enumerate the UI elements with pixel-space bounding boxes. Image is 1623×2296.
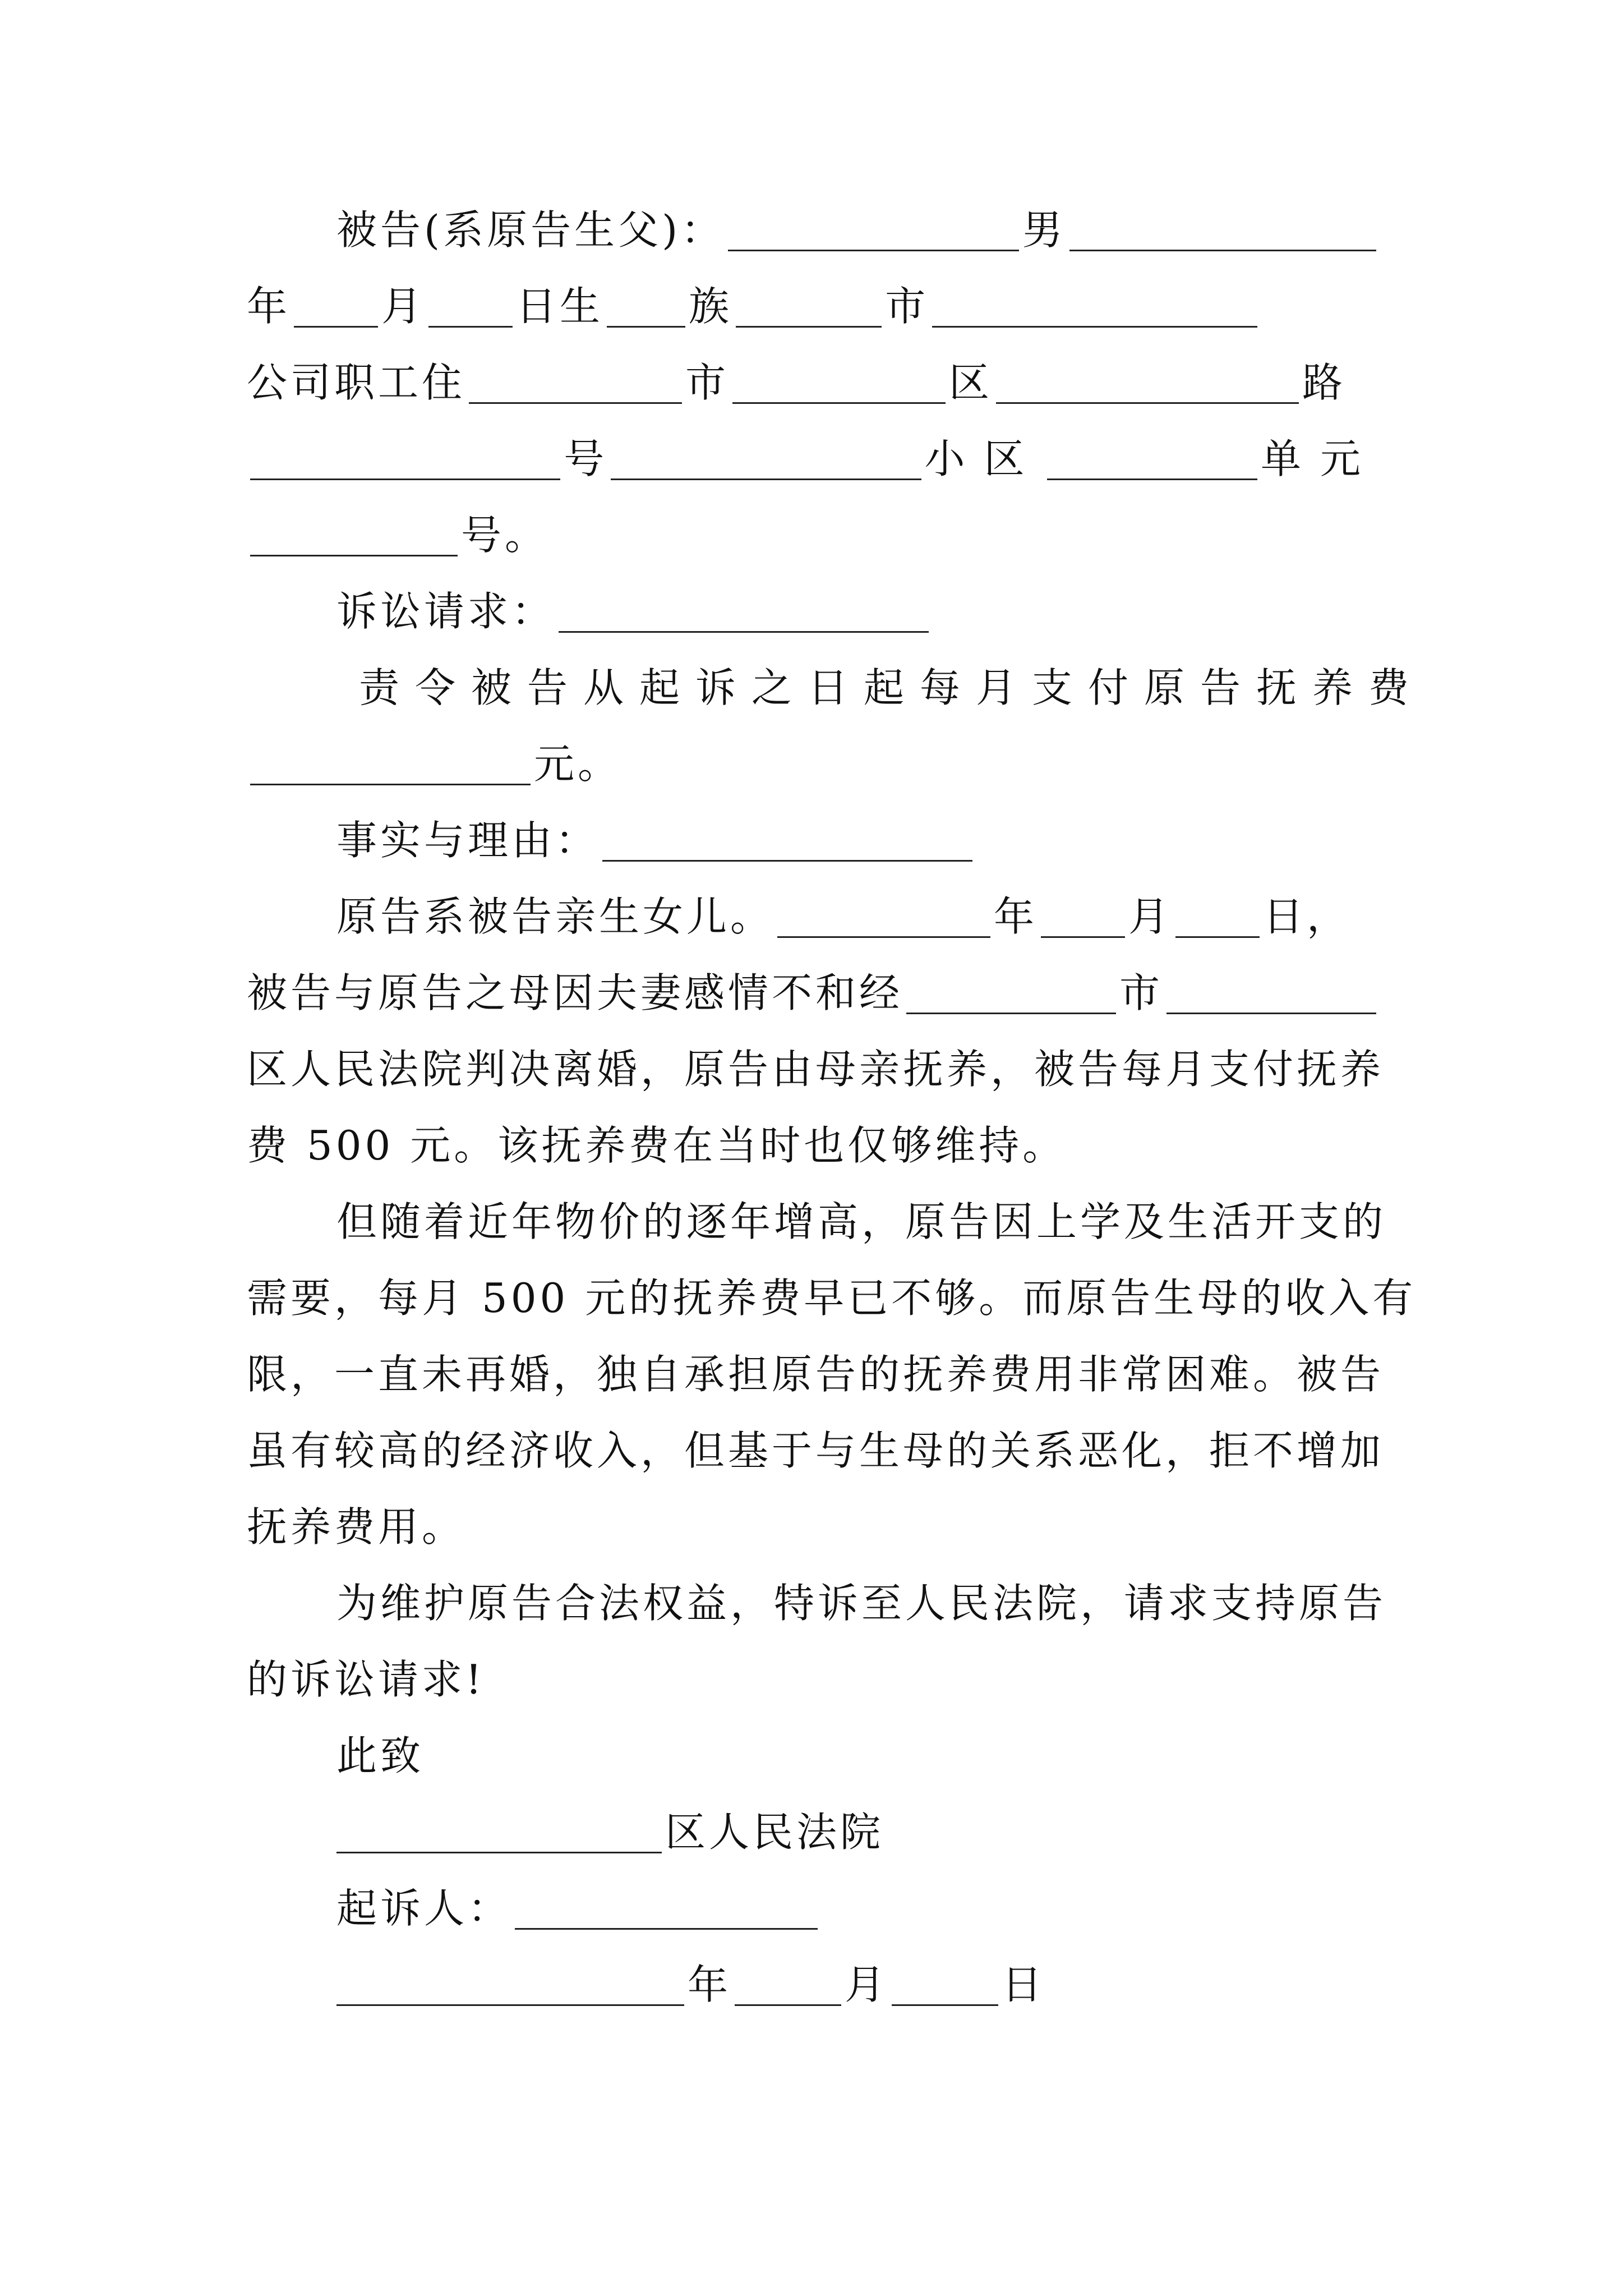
residence-city-blank[interactable] [469,369,682,404]
city-text: 市 [885,283,929,330]
facts-p1-line3-text: 区人民法院判决离婚，原告由母亲抚养，被告每月支付抚养 [247,1046,1385,1093]
room-text: 号。 [461,512,549,559]
defendant-line-3 [247,338,1380,414]
claims-label: 诉讼请求： [336,588,556,635]
road-blank[interactable] [996,369,1299,404]
defendant-label: 被告(系原告生父)： [336,206,725,254]
company-blank[interactable] [932,292,1257,328]
facts-p1-line2-text: 被告与原告之母因夫妻感情不和经 [247,969,903,1016]
name-blank[interactable] [728,216,1019,251]
divorce-year-blank[interactable] [777,903,990,938]
facts-p2-line-1 [336,1177,1387,1253]
divorce-month-text: 月 [1128,893,1173,940]
defendant-line-4 [247,414,1380,490]
defendant-line-5 [247,490,1380,567]
sign-month-blank[interactable] [735,1971,841,2006]
court-city-text: 市 [1119,969,1164,1016]
community-blank[interactable] [611,445,921,480]
residence-city-text: 市 [685,359,730,406]
road-number-blank[interactable] [250,445,560,480]
birth-text: 日生 [516,283,604,330]
company-text: 公司职工住 [247,359,466,406]
court-line [336,1787,1380,1864]
divorce-day-text: 日， [1263,893,1351,940]
yuan-text: 元。 [534,740,622,788]
facts-p2-text: 限，一直未再婚，独自承担原告的抚养费用非常困难。被告 [247,1351,1385,1398]
sign-year-blank[interactable] [336,1971,684,2006]
facts-blank[interactable] [602,826,972,862]
facts-p2-text: 抚养费用。 [247,1503,466,1550]
support-amount-blank[interactable] [250,750,531,785]
plaintiff-signature-blank[interactable] [515,1894,818,1930]
sign-month-text: 月 [845,1961,889,2008]
claims-heading-line [336,567,1380,643]
facts-p2-line-4 [247,1406,1385,1482]
facts-p2-line-3 [247,1329,1385,1406]
court-name-blank[interactable] [336,1818,662,1853]
facts-p2-text: 虽有较高的经济收入，但基于与生母的关系恶化，拒不增加 [247,1427,1385,1474]
defendant-line-1 [336,185,1380,261]
facts-p2-text: 但随着近年物价的逐年增高，原告因上学及生活开支的 [336,1198,1387,1245]
divorce-day-blank[interactable] [1175,903,1260,938]
claims-blank[interactable] [559,597,929,633]
plaintiff-line [336,1864,1380,1940]
facts-label: 事实与理由： [336,817,600,864]
divorce-month-blank[interactable] [1041,903,1125,938]
court-city-blank[interactable] [906,979,1116,1014]
number-text: 号 [564,435,608,482]
greeting-text: 此致 [336,1732,425,1779]
community-text: 小区 [924,435,1044,482]
claims-text-line [359,643,1425,719]
claims-text: 责令被告从起诉之日起每月支付原告抚养费 [359,664,1425,711]
facts-p2-line-2 [247,1253,1417,1329]
facts-p3-line-1 [336,1558,1387,1635]
claims-amount-line [247,719,1380,795]
ethnic-text: 族 [689,283,733,330]
sign-day-text: 日 [1002,1961,1046,2008]
year-text: 年 [247,283,291,330]
room-blank[interactable] [250,521,458,556]
facts-p1-line-2 [247,948,1380,1024]
court-district-blank[interactable] [1166,979,1376,1014]
unit-blank[interactable] [1047,445,1257,480]
greeting-line [336,1711,1380,1787]
city-blank[interactable] [736,292,882,328]
facts-p1-line-3 [247,1024,1385,1101]
gender-blank[interactable] [1069,216,1376,251]
facts-p1-line4-text: 费 500 元。该抚养费在当时也仅够维持。 [247,1122,1067,1169]
court-text: 区人民法院 [665,1809,884,1856]
date-line [336,1940,1380,2016]
facts-p3-text: 为维护原告合法权益，特诉至人民法院，请求支持原告 [336,1580,1387,1627]
plaintiff-label: 起诉人： [336,1885,512,1932]
month-text: 月 [381,283,426,330]
district-blank[interactable] [732,369,946,404]
facts-heading-line [336,795,1380,872]
facts-p1-line-1 [336,872,1380,948]
facts-p3-line-2 [247,1635,1380,1711]
unit-text: 单元 [1260,435,1380,482]
sign-year-text: 年 [688,1961,732,2008]
facts-p2-line-5 [247,1482,1380,1558]
facts-p1-line-4 [247,1101,1380,1177]
facts-p2-text: 需要，每月 500 元的抚养费早已不够。而原告生母的收入有 [247,1274,1417,1322]
facts-p1-start: 原告系被告亲生女儿。 [336,893,774,940]
gender-text: 男 [1022,206,1066,254]
birth-month-blank[interactable] [428,292,513,328]
district-text: 区 [949,359,993,406]
birth-year-blank[interactable] [294,292,378,328]
ethnic-blank[interactable] [607,292,685,328]
sign-day-blank[interactable] [892,1971,998,2006]
road-text: 路 [1302,359,1347,406]
defendant-line-2 [247,261,1380,338]
divorce-year-text: 年 [994,893,1038,940]
facts-p3-text: 的诉讼请求! [247,1656,485,1703]
